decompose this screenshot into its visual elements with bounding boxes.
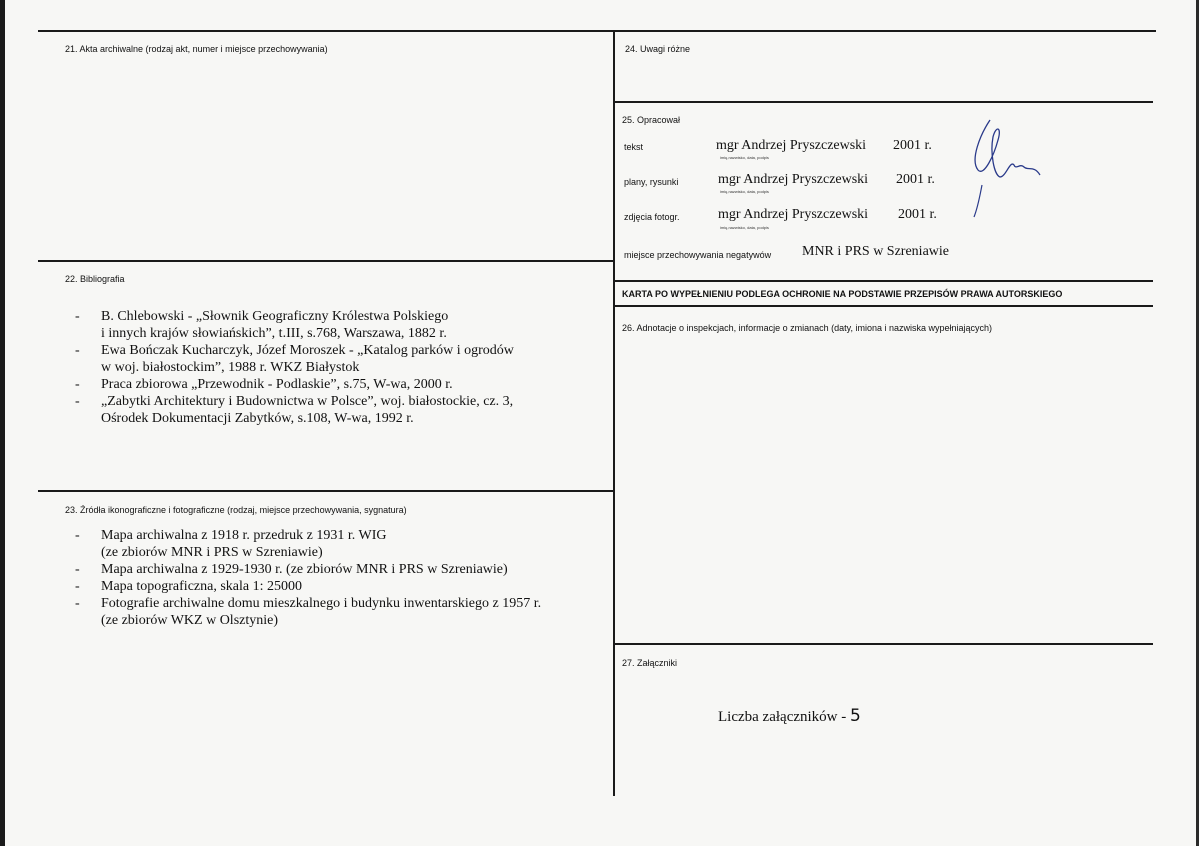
author-name-plans: mgr Andrzej Pryszczewski [718,172,869,187]
divider-25-26 [613,305,1153,307]
scan-edge-left [0,0,5,846]
caption-plans: imię,nazwisko, data, podpis [720,189,769,194]
divider-21-22 [38,260,614,262]
list-item: - Mapa archiwalna z 1929-1930 r. (ze zbiorów MNR i PRS w Szreniawie) [75,561,541,578]
author-year-photos: 2001 r. [898,207,937,222]
caption-photos: imię,nazwisko, data, podpis [720,225,769,230]
attachments-label: Liczba załączników - [718,709,851,725]
list-item: - B. Chlebowski - „Słownik Geograficzny Królestwa Polskiego i innych krajów słowiańskich”, t.III, s.768, Warszawa, 1882 r. [75,308,514,342]
list-item: - Fotografie archiwalne domu mieszkalnego i budynku inwentarskiego z 1957 r. (ze zbiorów WKZ w Olsztynie) [75,595,541,629]
iconography-list [75,527,541,629]
caption-text: imię,nazwisko, data, podpis [720,155,769,160]
copyright-note: KARTA PO WYPEŁNIENIU PODLEGA OCHRONIE NA PODSTAWIE PRZEPISÓW PRAWA AUTORSKIEGO [622,289,1063,299]
divider-24-25 [613,101,1153,103]
bibliography-list [75,308,514,427]
attachments-count: 5 [850,706,861,726]
section-21-label: 21. Akta archiwalne (rodzaj akt, numer i miejsce przechowywania) [65,44,328,54]
attachments-count-line [718,706,861,726]
section-27-label: 27. Załączniki [622,658,678,668]
author-name-photos: mgr Andrzej Pryszczewski [718,207,869,222]
top-border [38,30,1156,32]
row-key-text: tekst [624,142,644,152]
section-23-label: 23. Źródła ikonograficzne i fotograficzne (rodzaj, miejsce przechowywania, sygnatura) [65,505,407,515]
divider-22-23 [38,490,614,492]
section-24-label: 24. Uwagi różne [625,44,691,54]
row-key-plans: plany, rysunki [624,177,679,187]
list-item: - „Zabytki Architektury i Budownictwa w Polsce”, woj. białostockie, cz. 3, Ośrodek Dokumentacji Zabytków, s.108, W-wa, 1992 r. [75,393,514,427]
author-name-text: mgr Andrzej Pryszczewski [716,138,867,153]
signature-icon [960,115,1050,225]
list-item: - Praca zbiorowa „Przewodnik - Podlaskie”, s.75, W-wa, 2000 r. [75,376,514,393]
list-item: - Mapa archiwalna z 1918 r. przedruk z 1931 r. WIG (ze zbiorów MNR i PRS w Szreniawie) [75,527,541,561]
section-25-label: 25. Opracował [622,115,681,125]
section-26-label: 26. Adnotacje o inspekcjach, informacje o zmianach (daty, imiona i nazwiska wypełniających) [622,323,993,333]
list-item: - Ewa Bończak Kucharczyk, Józef Moroszek - „Katalog parków i ogrodów w woj. białostockim”, 1988 r. WKZ Białystok [75,342,514,376]
negatives-label: miejsce przechowywania negatywów [624,250,772,260]
center-divider [613,30,615,796]
list-item: - Mapa topograficzna, skala 1: 25000 [75,578,541,595]
row-key-photos: zdjęcia fotogr. [624,212,680,222]
author-year-plans: 2001 r. [896,172,935,187]
section-22-label: 22. Bibliografia [65,274,125,284]
divider-copyright [613,280,1153,282]
negatives-value: MNR i PRS w Szreniawie [802,244,949,259]
author-year-text: 2001 r. [893,138,932,153]
divider-26-27 [613,643,1153,645]
